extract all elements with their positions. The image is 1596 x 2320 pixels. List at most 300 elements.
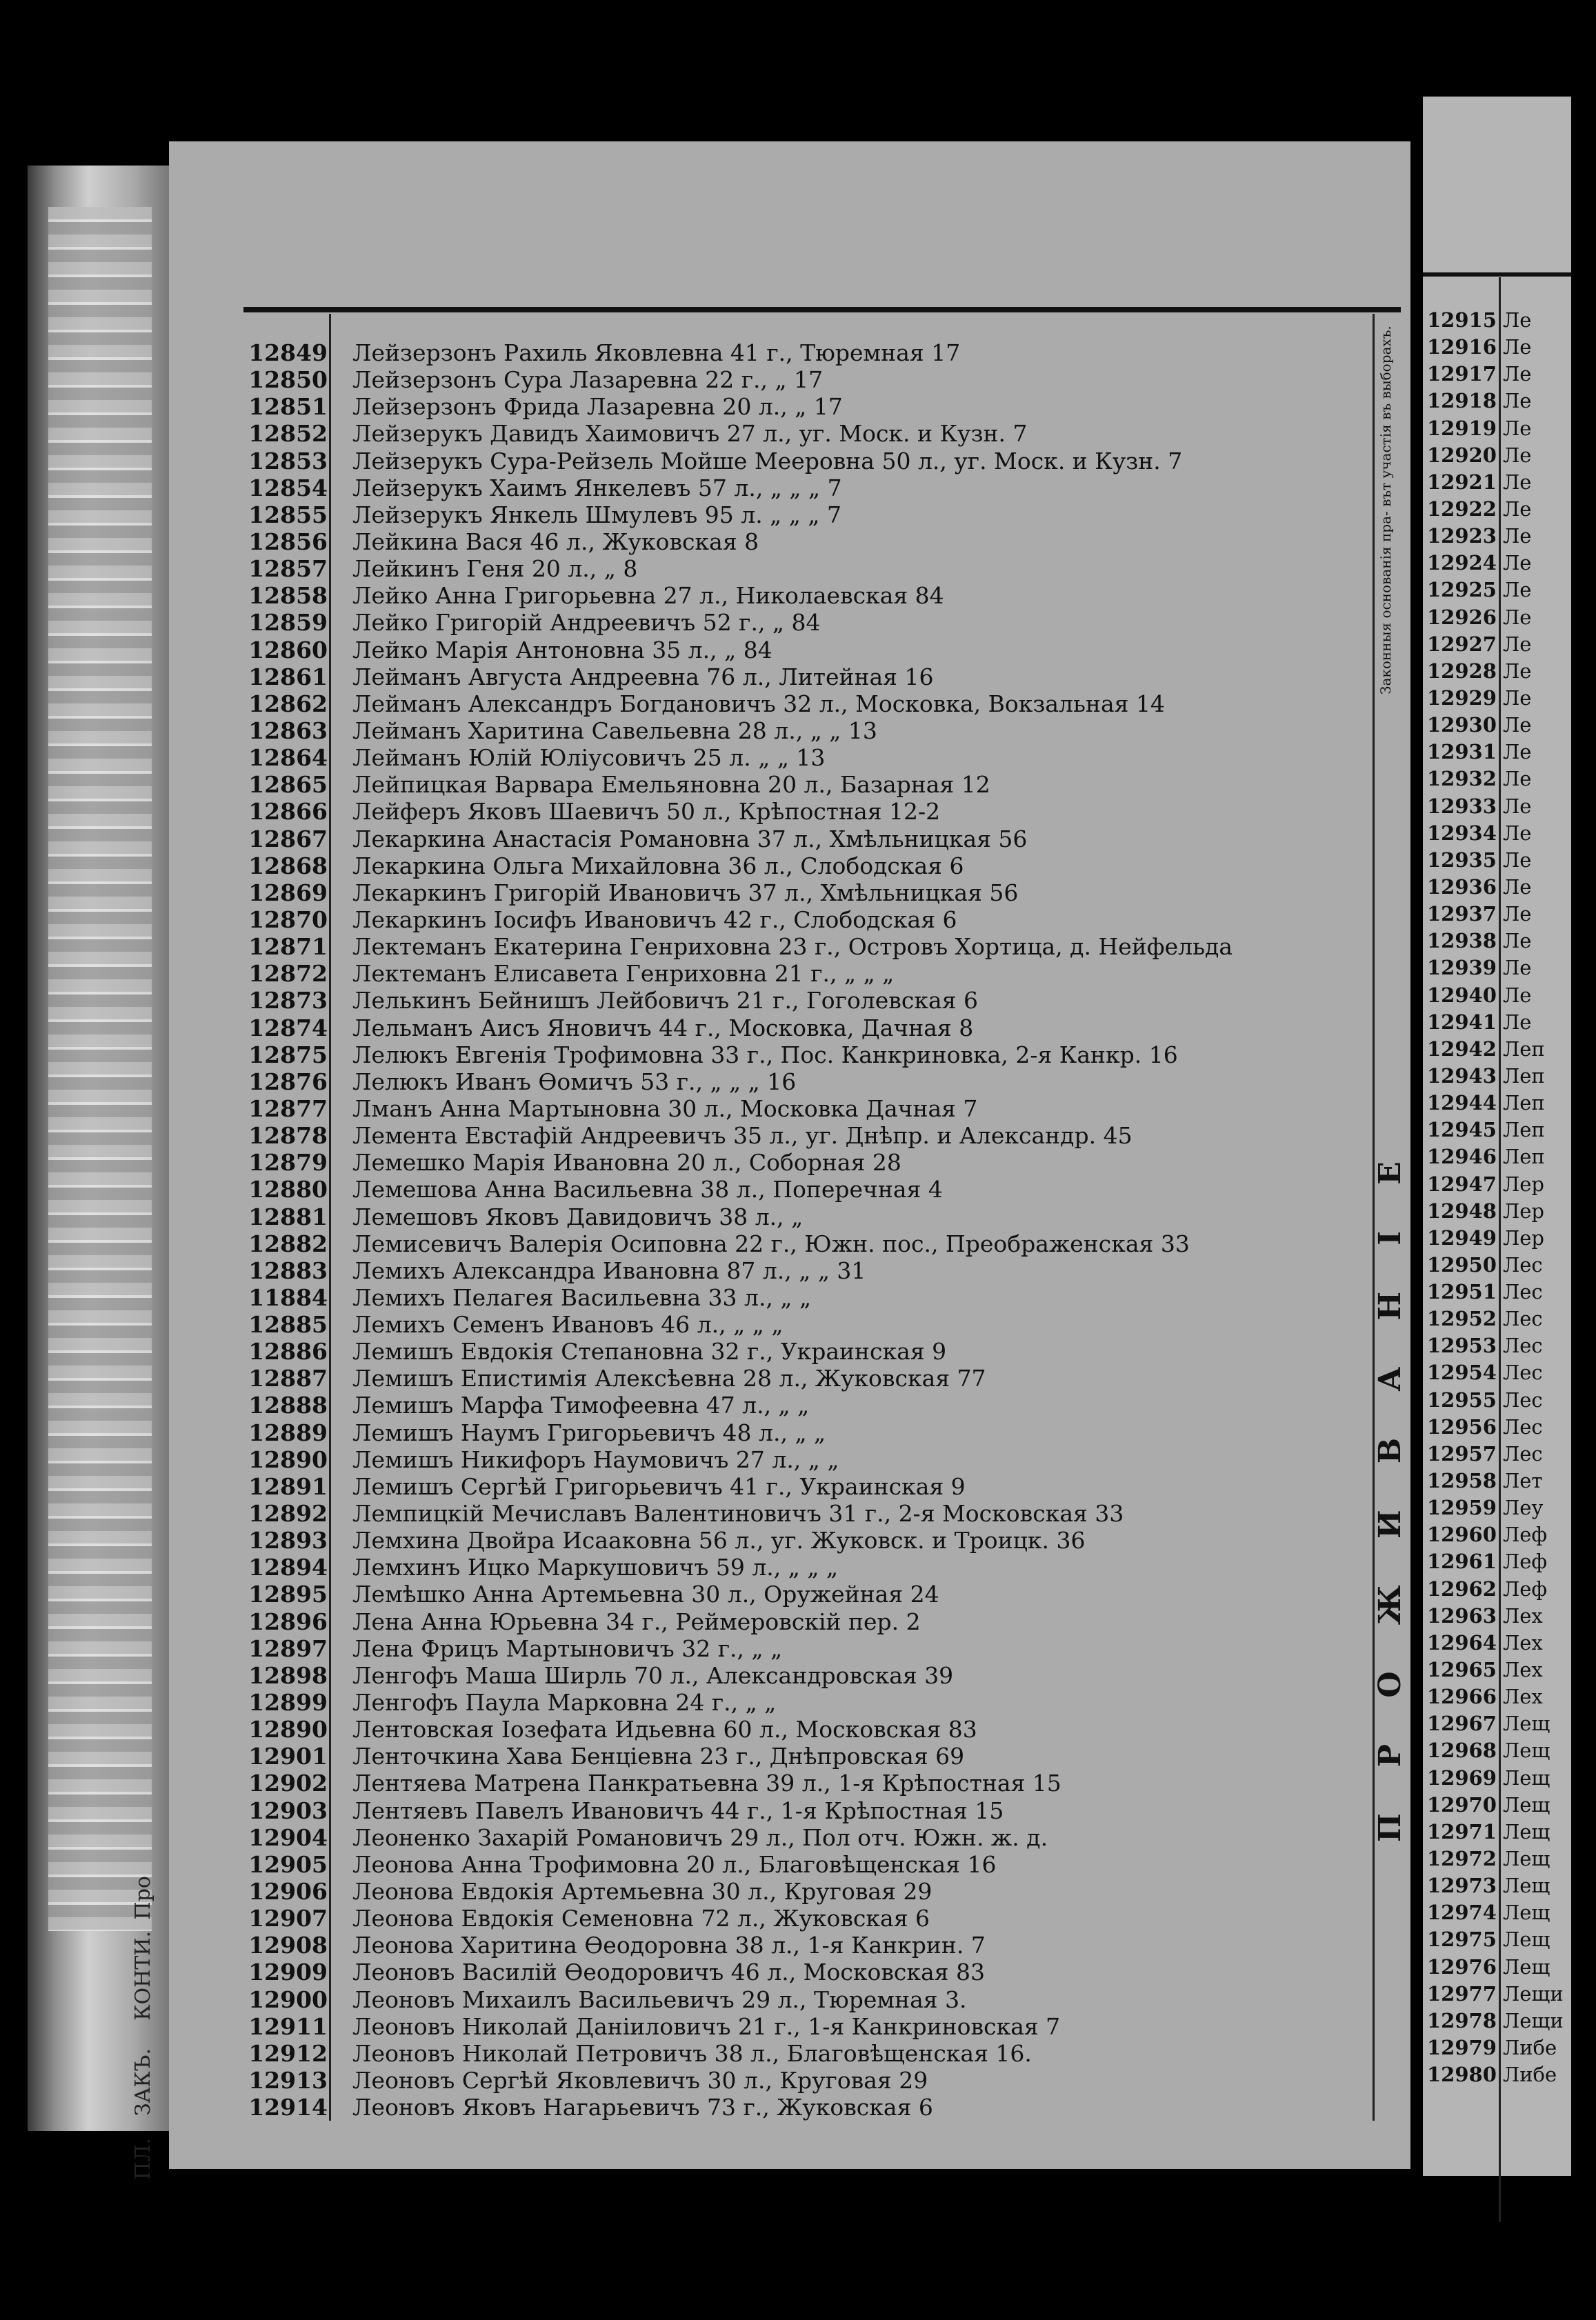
list-item [1427,712,1572,739]
entry-text: Лещи [1503,2008,1564,2032]
entry-text: Лес [1503,1252,1543,1277]
entry-text: Лейзерукъ Хаимъ Янкелевъ 57 л., „ „ „ 7 [352,474,842,501]
list-item [245,474,1369,501]
entry-number: 12873 [248,987,328,1014]
list-item [245,1014,1369,1041]
entry-text: Лер [1503,1226,1544,1250]
entry-number: 12973 [1427,1874,1497,1898]
list-item [245,1878,1369,1905]
entry-text: Ленточкина Хава Бенціевна 23 г., Днѣпровская 69 [352,1743,965,1770]
entry-text: Лемешовъ Яковъ Давидовичъ 38 л., „ [352,1203,804,1230]
list-item [245,1095,1369,1122]
entry-number: 12864 [248,744,328,772]
entry-number: 12855 [248,501,328,528]
entry-number: 12943 [1427,1063,1497,1088]
entry-text: Леп [1503,1037,1545,1061]
entry-text: Ле [1503,983,1532,1007]
entry-text: Лемишъ Наумъ Григорьевичъ 48 л., „ „ [352,1419,826,1446]
list-item [1427,1332,1572,1359]
list-item [245,366,1369,393]
entry-number: 12936 [1427,874,1497,899]
list-item [245,1284,1369,1311]
entry-text: Ле [1503,794,1532,818]
list-item [1427,874,1572,901]
entry-text: Лемишъ Марфа Тимофеевна 47 л., „ „ [352,1392,810,1419]
entry-text: Ле [1503,1010,1532,1034]
edge-label: ЗАКЪ. [131,2048,155,2116]
entry-text: Ле [1503,713,1532,737]
entry-text: Лейзерзонъ Фрида Лазаревна 20 л., „ 17 [352,393,843,421]
list-item [1427,1143,1572,1170]
list-item [1427,1792,1572,1819]
entry-text: Лекаркина Ольга Михайловна 36 л., Слободская 6 [352,852,964,879]
entry-text: Лемишъ Никифоръ Наумовичъ 27 л., „ „ [352,1446,839,1473]
entry-text: Ле [1503,821,1532,845]
list-item [1427,442,1572,469]
entry-text: Ле [1503,308,1532,332]
entry-text: Ле [1503,929,1532,953]
entry-text: Ле [1503,605,1532,629]
list-item [245,690,1369,717]
entry-number: 12875 [248,1041,328,1068]
list-item [1427,1710,1572,1737]
list-item [245,1257,1369,1284]
entry-number: 12930 [1427,713,1497,737]
entry-number: 11884 [248,1283,328,1311]
entry-text: Ле [1503,335,1532,359]
entry-number: 12976 [1427,1954,1497,1979]
entry-text: Лена Анна Юрьевна 34 г., Реймеровскій пер. 2 [352,1608,921,1635]
list-item [245,393,1369,420]
entry-number: 12877 [248,1094,328,1122]
list-item [1427,1306,1572,1332]
entry-number: 12888 [248,1392,328,1419]
entry-text: Леу [1503,1496,1544,1520]
entry-number: 12879 [248,1149,328,1177]
entry-number: 12887 [248,1365,328,1392]
list-item [1427,1954,1572,1981]
entry-text: Лейманъ Августа Андреевна 76 л., Литейная 16 [352,663,934,690]
list-item [1427,1494,1572,1521]
entry-text: Ле [1503,362,1532,386]
list-item [1427,334,1572,361]
entry-text: Леф [1503,1523,1548,1547]
entry-text: Лещ [1503,1847,1550,1871]
list-item [245,1311,1369,1338]
list-item [245,826,1369,852]
entry-number: 12885 [248,1311,328,1339]
entry-number: 12880 [248,1176,328,1203]
entry-text: Лентовская Іозефата Идьевна 60 л., Московская 83 [352,1716,977,1743]
entry-text: Лес [1503,1361,1543,1385]
entry-number: 12963 [1427,1603,1497,1628]
list-item [1427,820,1572,847]
margin-note: Законныя основанія пра- вът участія въ выборахъ. [1377,326,1394,695]
entry-number: 12871 [248,933,328,961]
list-item [245,663,1369,690]
entry-number: 12944 [1427,1091,1497,1115]
entry-text: Лейко Григорій Андреевичъ 52 г., „ 84 [352,609,821,637]
list-item [1427,2034,1572,2061]
entry-number: 12964 [1427,1630,1497,1654]
entry-number: 12959 [1427,1496,1497,1520]
list-item [245,933,1369,960]
entry-number: 12947 [1427,1172,1497,1196]
list-item [1427,901,1572,928]
list-item [1427,1521,1572,1548]
entry-text: Лекаркина Анастасія Романовна 37 л., Хмѣльницкая 56 [352,825,1028,852]
entry-number: 12906 [248,1878,328,1906]
entry-number: 12965 [1427,1658,1497,1682]
entry-text: Ле [1503,443,1532,467]
entry-number: 12960 [1427,1523,1497,1547]
entry-text: Лейко Анна Григорьевна 27 л., Николаевская 84 [352,582,944,610]
entry-text: Лес [1503,1441,1543,1466]
list-item [245,2067,1369,2094]
list-item [1427,1441,1572,1468]
entry-number: 12874 [248,1014,328,1041]
list-item [245,582,1369,609]
entry-text: Леоновъ Яковъ Нагарьевичъ 73 г., Жуковская 6 [352,2094,933,2121]
entry-number: 12961 [1427,1550,1497,1574]
entry-text: Ле [1503,389,1532,413]
entry-text: Лейманъ Александръ Богдановичъ 32 л., Московка, Вокзальная 14 [352,690,1165,717]
entry-text: Леоновъ Николай Петровичъ 38 л., Благовѣщенская 16. [352,2039,1032,2067]
entry-text: Лектеманъ Елисавета Генриховна 21 г., „ „ „ [352,960,895,988]
entry-number: 12856 [248,528,328,555]
list-item [245,1041,1369,1068]
list-item [245,1824,1369,1851]
entry-text: Лемишъ Сергѣй Григорьевичъ 41 г., Украинская 9 [352,1472,966,1500]
list-item [245,1581,1369,1608]
entry-number: 12881 [248,1203,328,1230]
entry-text: Лентяева Матрена Панкратьевна 39 л., 1-я Крѣпостная 15 [352,1770,1061,1797]
list-item [1427,1657,1572,1683]
entry-number: 12905 [248,1850,328,1878]
entry-number: 12854 [248,474,328,501]
entry-text: Лес [1503,1414,1543,1439]
list-item [245,1689,1369,1716]
entry-number: 12866 [248,798,328,826]
entry-text: Лех [1503,1630,1543,1654]
list-item [245,1932,1369,1959]
entry-number: 12940 [1427,983,1497,1007]
list-item [245,1905,1369,1932]
list-item [245,1500,1369,1527]
entry-number: 12890 [248,1716,328,1743]
entry-number: 12912 [248,2039,328,2067]
entry-text: Лемпицкій Мечиславъ Валентиновичъ 31 г., 2-я Московская 33 [352,1500,1124,1528]
entry-text: Лентяевъ Павелъ Ивановичъ 44 г., 1-я Крѣпостная 15 [352,1797,1004,1824]
entry-number: 12933 [1427,794,1497,818]
entry-number: 12892 [248,1500,328,1528]
list-item [1427,1819,1572,1846]
entry-text: Лещ [1503,1739,1550,1763]
entry-text: Лещ [1503,1792,1550,1817]
entry-text: Ле [1503,686,1532,710]
list-item [1427,388,1572,414]
list-item [1427,793,1572,820]
entry-number: 12893 [248,1527,328,1554]
entry-number: 12859 [248,609,328,637]
list-item [245,1230,1369,1257]
entry-text: Ле [1503,767,1532,791]
entry-number: 12899 [248,1689,328,1717]
entry-text: Лемхинъ Ицко Маркушовичъ 59 л., „ „ „ [352,1554,839,1581]
list-item [1427,1899,1572,1926]
entry-number: 12955 [1427,1388,1497,1412]
entry-number: 12882 [248,1230,328,1257]
entry-number: 12902 [248,1770,328,1797]
entry-number: 12911 [248,2012,328,2040]
list-item [245,637,1369,663]
entry-text: Лещ [1503,1766,1550,1790]
entry-number: 12953 [1427,1334,1497,1358]
entry-text: Лейкинъ Геня 20 л., „ 8 [352,555,638,583]
list-item [245,906,1369,933]
list-item [245,879,1369,906]
list-item [1427,1630,1572,1657]
list-item [245,1635,1369,1662]
entry-text: Леоновъ Михаилъ Васильевичъ 29 л., Тюремная 3. [352,1986,967,2013]
entry-text: Лейзерзонъ Сура Лазаревна 22 г., „ 17 [352,366,824,394]
list-item [1427,1683,1572,1710]
entry-number: 12923 [1427,524,1497,548]
entry-text: Лех [1503,1658,1543,1682]
entry-number: 12903 [248,1797,328,1824]
entry-number: 12850 [248,366,328,394]
entry-number: 12898 [248,1661,328,1689]
entry-number: 12909 [248,1959,328,1986]
list-item [1427,1252,1572,1279]
entry-number: 12921 [1427,470,1497,494]
list-item [245,1959,1369,1986]
entry-number: 12945 [1427,1118,1497,1142]
list-item [1427,739,1572,766]
running-head: П Р О Ж И В А Н І Е [1373,1143,1408,1843]
entry-text: Лейзерзонъ Рахиль Яковлевна 41 г., Тюремная 17 [352,339,961,366]
entry-text: Лер [1503,1199,1544,1223]
list-item [245,1554,1369,1581]
list-item [1427,469,1572,496]
entry-number: 12939 [1427,956,1497,980]
entry-text: Лемхина Двойра Исааковна 56 л., уг. Жуковск. и Троицк. 36 [352,1527,1086,1554]
entry-number: 12958 [1427,1469,1497,1493]
list-item [1427,982,1572,1009]
entry-number: 12946 [1427,1145,1497,1169]
entry-text: Леп [1503,1118,1545,1142]
entry-text: Лемихъ Семенъ Ивановъ 46 л., „ „ „ [352,1311,784,1339]
entry-number: 12970 [1427,1792,1497,1817]
entry-text: Леф [1503,1577,1548,1601]
entry-text: Лемѣшко Анна Артемьевна 30 л., Оружейная 24 [352,1581,939,1608]
entry-text: Лемишъ Евдокія Степановна 32 г., Украинская 9 [352,1338,947,1366]
entry-text: Леоновъ Василій Ѳеодоровичъ 46 л., Московская 83 [352,1959,985,1986]
entry-text: Лес [1503,1388,1543,1412]
entry-text: Леп [1503,1145,1545,1169]
entry-number: 12853 [248,447,328,474]
next-page-header-rule [1423,272,1571,277]
entry-number: 12951 [1427,1280,1497,1304]
entry-number: 12907 [248,1905,328,1932]
list-item [1427,1872,1572,1899]
list-item [1427,1090,1572,1117]
list-item [1427,847,1572,874]
entry-number: 12852 [248,420,328,448]
list-item [245,852,1369,879]
list-item [245,1797,1369,1824]
entry-text: Лелюкъ Иванъ Ѳомичъ 53 г., „ „ „ 16 [352,1068,797,1095]
entry-number: 12974 [1427,1901,1497,1925]
entry-number: 12878 [248,1122,328,1150]
entry-text: Ле [1503,416,1532,440]
list-item [1427,307,1572,334]
entry-text: Ле [1503,497,1532,521]
entry-text: Лемихъ Александра Ивановна 87 л., „ „ 31 [352,1257,866,1284]
entry-text: Лейзерукъ Давидъ Хаимовичъ 27 л., уг. Моск. и Кузн. 7 [352,420,1028,448]
entry-number: 12896 [248,1608,328,1635]
edge-label: ПЛ. [131,2138,155,2180]
list-item [1427,766,1572,792]
entry-text: Либе [1503,2063,1557,2087]
entry-text: Ле [1503,874,1532,899]
entry-text: Лелькинъ Бейнишъ Лейбовичъ 21 г., Гоголевская 6 [352,987,978,1014]
entry-number: 12950 [1427,1252,1497,1277]
entry-text: Леонова Харитина Ѳеодоровна 38 л., 1-я Канкрин. 7 [352,1932,986,1959]
entry-text: Ле [1503,524,1532,548]
entry-text: Леонова Евдокія Семеновна 72 л., Жуковская 6 [352,1905,930,1932]
entry-number: 12926 [1427,605,1497,629]
list-item [1427,577,1572,603]
list-item [245,1392,1369,1419]
entry-text: Лещ [1503,1874,1550,1898]
entry-text: Лех [1503,1685,1543,1709]
list-item [245,501,1369,528]
entry-number: 12914 [248,2094,328,2121]
entry-number: 12927 [1427,632,1497,656]
entry-number: 12915 [1427,308,1497,332]
entry-number: 12980 [1427,2063,1497,2087]
entry-number: 12920 [1427,443,1497,467]
list-item [1427,1198,1572,1225]
entry-text: Лемихъ Пелагея Васильевна 33 л., „ „ [352,1283,812,1311]
entry-number: 12863 [248,717,328,744]
entry-number: 12889 [248,1419,328,1446]
list-item [1427,954,1572,981]
entry-text: Лелюкъ Евгенія Трофимовна 33 г., Пос. Канкриновка, 2-я Канкр. 16 [352,1041,1178,1068]
list-item [245,420,1369,447]
list-item [1427,1171,1572,1198]
list-item [1427,928,1572,954]
list-item [1427,361,1572,388]
entry-text: Лманъ Анна Мартыновна 30 л., Московка Дачная 7 [352,1094,978,1122]
entry-text: Лес [1503,1307,1543,1331]
entry-number: 12948 [1427,1199,1497,1223]
entry-number: 12949 [1427,1226,1497,1250]
list-item [245,1203,1369,1230]
list-item [245,448,1369,474]
entry-text: Лейманъ Юлій Юліусовичъ 25 л. „ „ 13 [352,744,826,772]
entry-number: 12929 [1427,686,1497,710]
entry-text: Лемешова Анна Васильевна 38 л., Поперечная 4 [352,1176,943,1203]
entry-text: Лейпицкая Варвара Емельяновна 20 л., Базарная 12 [352,771,990,799]
entry-number: 12870 [248,906,328,933]
entry-text: Лещ [1503,1901,1550,1925]
entry-number: 12962 [1427,1577,1497,1601]
entry-number: 12860 [248,636,328,663]
list-item [245,1770,1369,1797]
list-item [1427,2061,1572,2088]
edge-label: КОНТИ. [131,1931,155,2021]
thumb-index-ridges [48,207,152,1931]
entry-text: Лемисевичъ Валерія Осиповна 22 г., Южн. пос., Преображенская 33 [352,1230,1190,1257]
entry-number: 12932 [1427,767,1497,791]
entry-number: 12969 [1427,1766,1497,1790]
entry-number: 12979 [1427,2036,1497,2059]
entry-text: Лена Фрицъ Мартыновичъ 32 г., „ „ [352,1634,783,1662]
list-item [245,1338,1369,1365]
list-item [245,960,1369,987]
entry-number: 12971 [1427,1819,1497,1843]
entry-text: Ле [1503,659,1532,683]
entry-text: Лекаркинъ Іосифъ Ивановичъ 42 г., Слободская 6 [352,906,957,933]
entry-text: Лемешко Марія Ивановна 20 л., Соборная 28 [352,1149,901,1177]
list-item [245,1527,1369,1554]
entry-number: 12869 [248,879,328,906]
entry-text: Леоненко Захарій Романовичъ 29 л., Пол отч. Южн. ж. д. [352,1823,1048,1851]
entry-text: Лейкина Вася 46 л., Жуковская 8 [352,528,759,555]
entry-text: Леп [1503,1063,1545,1088]
list-item [1427,496,1572,523]
entry-text: Лер [1503,1172,1544,1196]
entry-number: 12941 [1427,1010,1497,1034]
entry-number: 12968 [1427,1739,1497,1763]
entry-number: 12897 [248,1634,328,1662]
entry-number: 12937 [1427,902,1497,926]
entry-text: Лещи [1503,1981,1564,2006]
entry-number: 12925 [1427,578,1497,602]
list-item [245,1176,1369,1203]
entry-number: 12922 [1427,497,1497,521]
entry-text: Лейманъ Харитина Савельевна 28 л., „ „ 13 [352,717,877,744]
list-item [245,1986,1369,2013]
list-item [245,1473,1369,1500]
entry-number: 12890 [248,1446,328,1473]
list-item [245,1149,1369,1176]
entry-text: Ле [1503,956,1532,980]
entry-number: 12895 [248,1581,328,1608]
next-page-list [1427,307,1572,2088]
list-item [1427,1548,1572,1575]
list-item [1427,1846,1572,1872]
entry-number: 12972 [1427,1847,1497,1871]
list-item [1427,1009,1572,1036]
list-item [245,2013,1369,2040]
entry-number: 12931 [1427,740,1497,764]
list-item [245,1446,1369,1473]
document-page [169,141,1410,2169]
entry-number: 12876 [248,1068,328,1095]
entry-text: Лес [1503,1280,1543,1304]
entry-text: Ле [1503,740,1532,764]
list-item [245,339,1369,366]
entry-number: 12942 [1427,1037,1497,1061]
entry-number: 12967 [1427,1712,1497,1736]
entry-text: Леонова Евдокія Артемьевна 30 л., Круговая 29 [352,1878,932,1906]
list-item [1427,523,1572,550]
entry-number: 12849 [248,339,328,366]
entry-number: 12952 [1427,1307,1497,1331]
